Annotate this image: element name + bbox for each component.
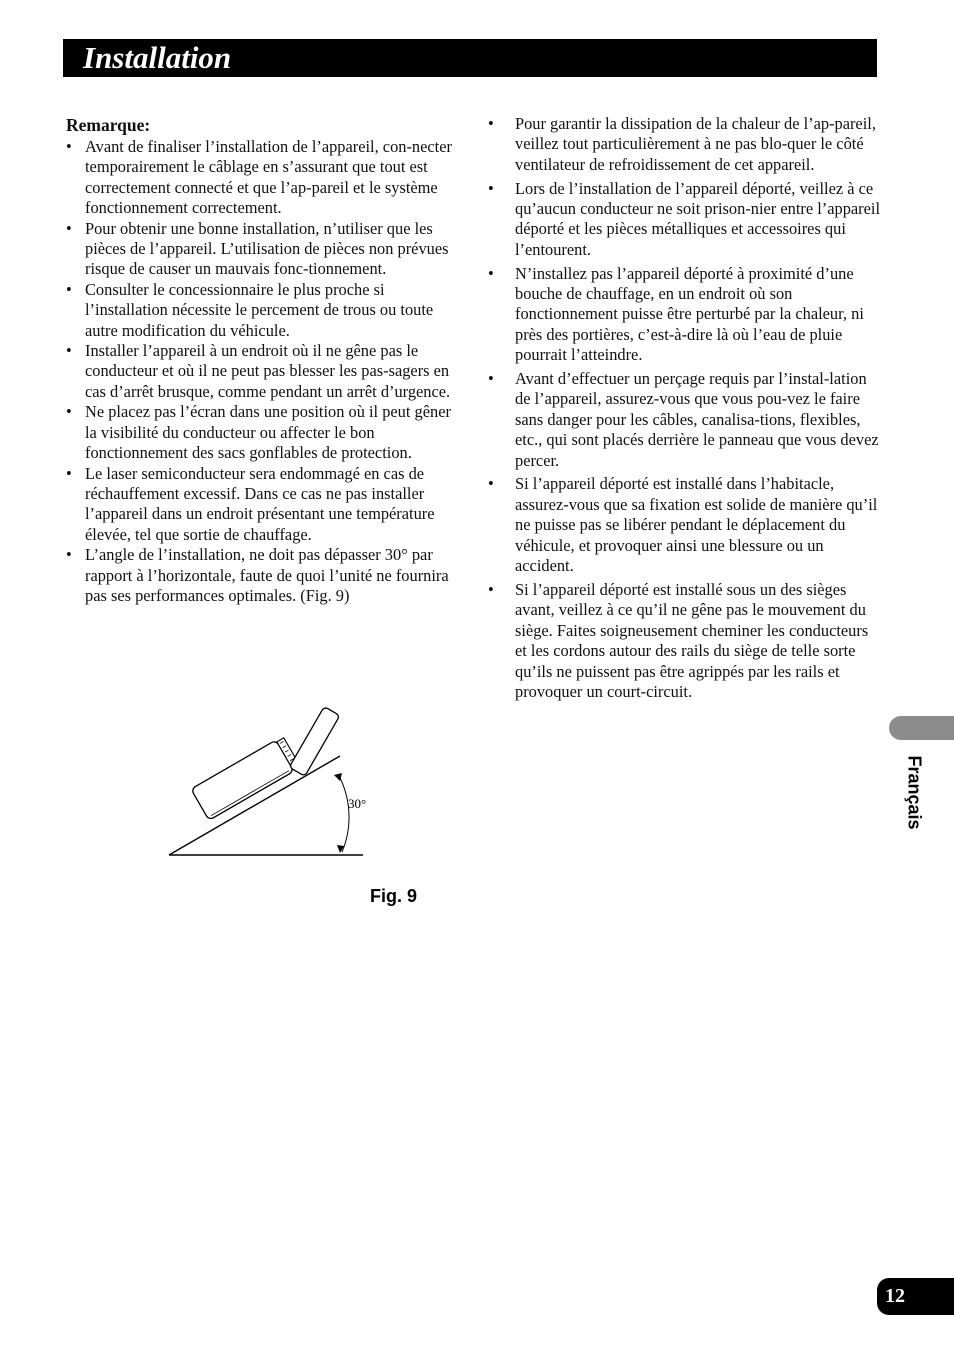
bullet-icon: • — [66, 279, 72, 299]
page-number: 12 — [885, 1285, 905, 1307]
list-item-text: Si l’appareil déporté est installé sous un des sièges avant, veillez à ce qu’il ne gêne pas le mouvement du siège. Faites soigneusement cheminer les conducteurs et les cordons autour des rails du siège de telle sorte qu’ils ne puissent pas être agrippés par les rails et provoquer un court-circuit. — [515, 579, 869, 701]
bullet-icon: • — [66, 137, 72, 156]
list-item-text: Le laser semiconducteur sera endommagé en cas de réchauffement excessif. Dans ce cas ne pas installer l’appareil dans un endroit présentant une température élevée, tel que sortie de chauffage. — [85, 463, 435, 544]
bullet-icon: • — [66, 341, 72, 361]
right-bullet-list — [488, 114, 880, 702]
list-item-text: Avant d’effectuer un perçage requis par l’instal-lation de l’appareil, assurez-vous que vous pou-vez le faire sans danger pour les câbles, canalisa-tions, flexibles, etc., qui sont placés derrière le panneau que vous devez percer. — [515, 369, 879, 470]
list-item-text: Installer l’appareil à un endroit où il ne gêne pas le conducteur et où il ne peut pas blesser les pas-sagers en cas d’arrêt brusque, comme pendant un arrêt d’urgence. — [85, 341, 451, 401]
list-item-text: Lors de l’installation de l’appareil déporté, veillez à ce qu’aucun conducteur ne soit prison-nier entre l’appareil déporté et les pièces métalliques et accessoires qui l’entourent. — [515, 178, 881, 259]
list-item-text: Avant de finaliser l’installation de l’appareil, con-necter temporairement le câblage en s’assurant que tout est correctement connecté et que l’ap-pareil et le système fonctionnement correctement. — [85, 137, 452, 218]
list-item — [66, 464, 458, 546]
bullet-icon: • — [488, 114, 494, 133]
list-item — [488, 264, 880, 366]
list-item-text: Si l’appareil déporté est installé dans l’habitacle, assurez-vous que sa fixation est solide de manière qu’il ne puisse pas se libérer pendant le déplacement du véhicule, et provoquer ainsi une blessure ou un accident. — [515, 474, 878, 576]
list-item-text: L’angle de l’installation, ne doit pas dépasser 30° par rapport à l’horizontale, faute de quoi l’unité ne fournira pas ses performances optimales. (Fig. 9) — [85, 545, 449, 605]
language-tab — [889, 716, 954, 740]
section-header-bar — [63, 39, 877, 77]
section-title: Installation — [83, 40, 232, 75]
language-label: Français — [904, 755, 925, 830]
list-item-text: Pour obtenir une bonne installation, n’utiliser que les pièces de l’appareil. L’utilisation de pièces non prévues risque de causer un mauvais fonc-tionnement. — [85, 218, 449, 279]
bullet-icon: • — [488, 178, 494, 198]
display-panel-drawing — [289, 707, 340, 777]
list-item — [66, 137, 458, 219]
list-item — [66, 545, 458, 606]
left-column — [66, 114, 458, 606]
page-number-tab — [877, 1278, 954, 1315]
installation-angle-figure — [160, 680, 380, 870]
right-column — [488, 114, 880, 706]
left-bullet-list — [66, 137, 458, 606]
list-item — [488, 179, 880, 261]
list-item — [488, 580, 880, 702]
list-item — [488, 114, 880, 175]
bullet-icon: • — [488, 474, 494, 494]
list-item — [66, 280, 458, 341]
list-item — [488, 369, 880, 471]
list-item-text: Ne placez pas l’écran dans une position où il peut gêner la visibilité du conducteur ou affecter le bon fonctionnement des sacs gonflables de protection. — [85, 402, 451, 463]
list-item-text: Pour garantir la dissipation de la chaleur de l’ap-pareil, veillez tout particulièrement à ne pas blo-quer le côté ventilateur de refroidissement de cet appareil. — [515, 114, 876, 174]
bullet-icon: • — [66, 218, 72, 238]
bullet-icon: • — [488, 369, 494, 389]
head-unit-drawing — [191, 736, 301, 820]
list-item-text: Consulter le concessionnaire le plus proche si l’installation nécessite le percement de trous ou toute autre modification du véhicule. — [85, 279, 434, 340]
installation-angle-diagram — [160, 680, 380, 870]
angle-arc — [338, 774, 349, 852]
list-item — [488, 474, 880, 576]
list-item-text: N’installez pas l’appareil déporté à proximité d’une bouche de chauffage, en un endroit où son fonctionnement puisse être perturbé par la chaleur, ni près des portières, c’est-à-dire là où l’eau de pluie pourrait l’atteindre. — [515, 263, 864, 365]
bullet-icon: • — [488, 579, 494, 599]
list-item — [66, 341, 458, 402]
note-heading: Remarque: — [66, 115, 151, 135]
list-item — [66, 402, 458, 463]
list-item — [66, 219, 458, 280]
bullet-icon: • — [66, 545, 72, 565]
figure-caption: Fig. 9 — [370, 886, 418, 906]
angle-label: 30° — [348, 796, 367, 811]
bullet-icon: • — [66, 402, 72, 422]
bullet-icon: • — [488, 263, 494, 283]
bullet-icon: • — [66, 463, 72, 483]
